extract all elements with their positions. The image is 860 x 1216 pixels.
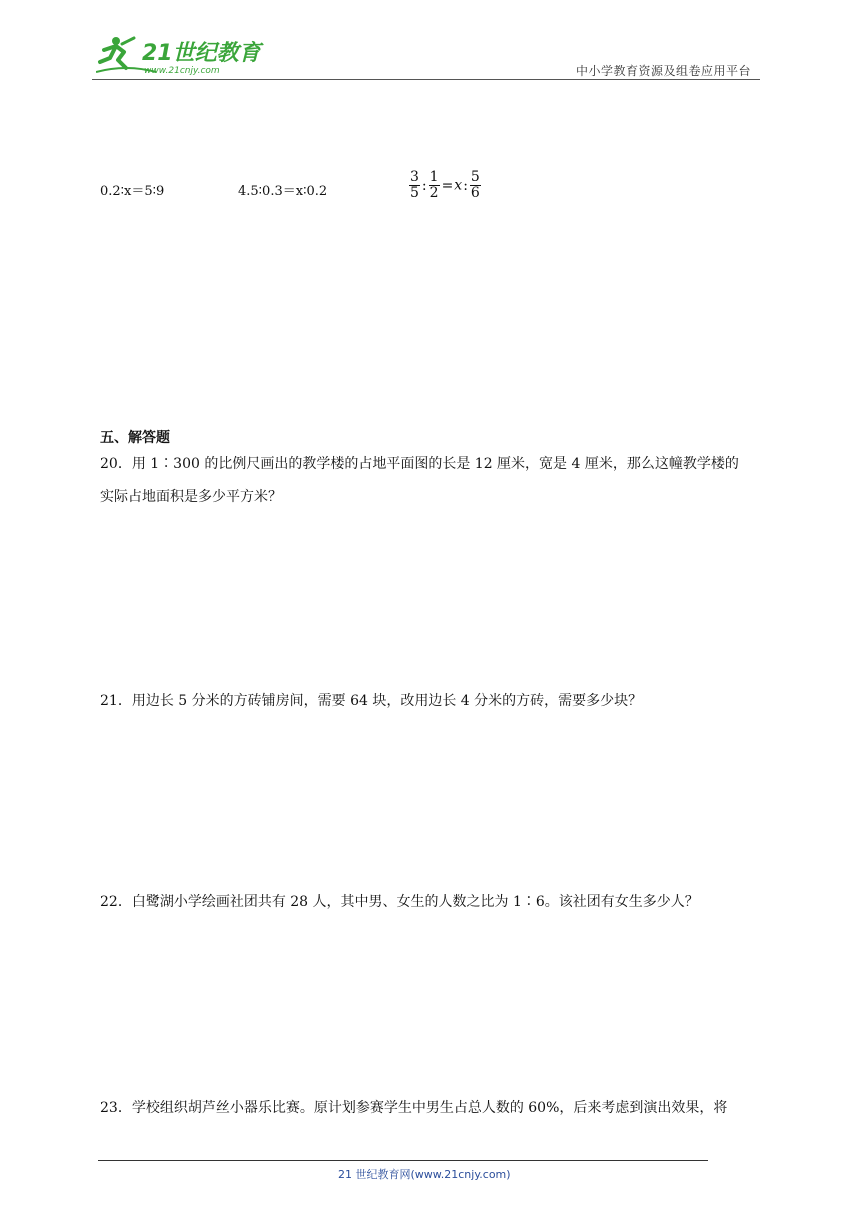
header-divider	[92, 79, 760, 80]
section-title: 五、解答题	[100, 430, 170, 446]
question-20-line-1: 20．用 1∶300 的比例尺画出的教学楼的占地平面图的长是 12 厘米，宽是 4 厘米，那么这幢教学楼的	[100, 456, 739, 472]
footer-text: 21 世纪教育网(www.21cnjy.com)	[338, 1168, 511, 1181]
equation-3: $\frac{3}{5}$ : $\frac{1}{2}$ =x: $\frac{5}{6}$	[410, 169, 480, 201]
logo-title: 21世纪教育	[142, 41, 261, 66]
fraction-1-2: $\frac{1}{2}$	[429, 169, 439, 201]
logo-url: www.21cnjy.com	[144, 66, 220, 76]
question-22: 22．白鹭湖小学绘画社团共有 28 人，其中男、女生的人数之比为 1∶6。该社团有女生多少人？	[100, 894, 699, 910]
question-21: 21．用边长 5 分米的方砖铺房间，需要 64 块，改用边长 4 分米的方砖，需要多少块？	[100, 693, 643, 709]
platform-label: 中小学教育资源及组卷应用平台	[576, 64, 752, 78]
equation-2: 4.5∶0.3＝x∶0.2	[238, 184, 328, 199]
fraction-3-5: $\frac{3}{5}$	[410, 169, 419, 201]
question-20-line-2: 实际占地面积是多少平方米？	[100, 489, 282, 505]
equation-1: 0.2∶x＝5∶9	[100, 184, 165, 199]
fraction-5-6: $\frac{5}{6}$	[470, 169, 480, 201]
question-23: 23．学校组织胡芦丝小器乐比赛。原计划参赛学生中男生占总人数的 60%，后来考虑到演出效果，将	[100, 1100, 728, 1116]
site-logo	[96, 32, 266, 78]
footer-divider	[98, 1160, 708, 1161]
